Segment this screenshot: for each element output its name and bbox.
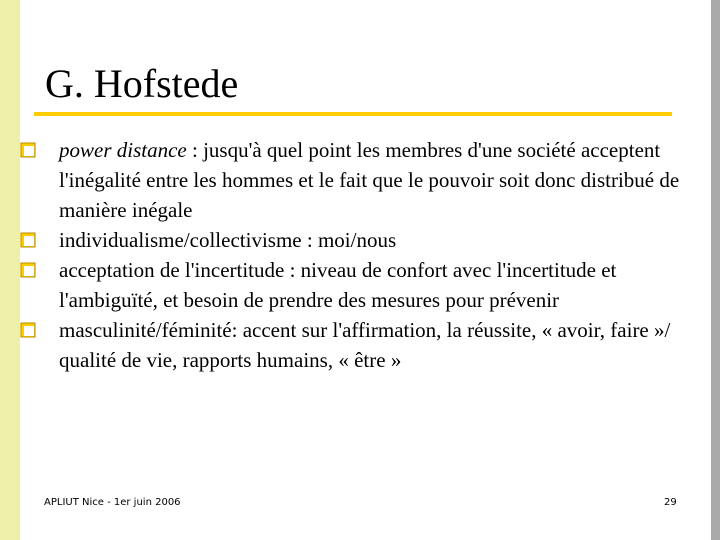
bullet-item-individualisme — [20, 225, 715, 255]
footer-text: APLIUT Nice - 1er juin 2006 — [44, 497, 181, 508]
checkbox-bullet-icon — [20, 142, 37, 159]
left-decorative-bar — [0, 0, 20, 540]
checkbox-bullet-icon — [20, 262, 37, 279]
checkbox-bullet-icon — [20, 322, 37, 339]
bullet-list — [20, 135, 715, 375]
bullet-item-incertitude — [20, 255, 715, 315]
bullet-text: masculinité/féminité: accent sur l'affirmation, la réussite, « avoir, faire »/ qualité de vie, rapports humains, « être » — [59, 318, 671, 372]
bullet-item-masculinite — [20, 315, 715, 375]
bullet-term: power distance — [59, 138, 187, 162]
bullet-text: acceptation de l'incertitude : niveau de confort avec l'incertitude et l'ambiguïté, et besoin de prendre des mesures pour prévenir — [59, 258, 617, 312]
slide-title: G. Hofstede — [45, 61, 239, 106]
checkbox-bullet-icon — [20, 232, 37, 249]
title-underline — [34, 112, 672, 116]
bullet-text: : jusqu'à quel point les membres d'une société acceptent l'inégalité entre les hommes et le fait que le pouvoir soit donc distribué de manière inégale — [59, 138, 680, 222]
page-number: 29 — [664, 497, 677, 508]
bullet-text: individualisme/collectivisme : moi/nous — [59, 228, 397, 252]
bullet-item-power-distance — [20, 135, 715, 225]
